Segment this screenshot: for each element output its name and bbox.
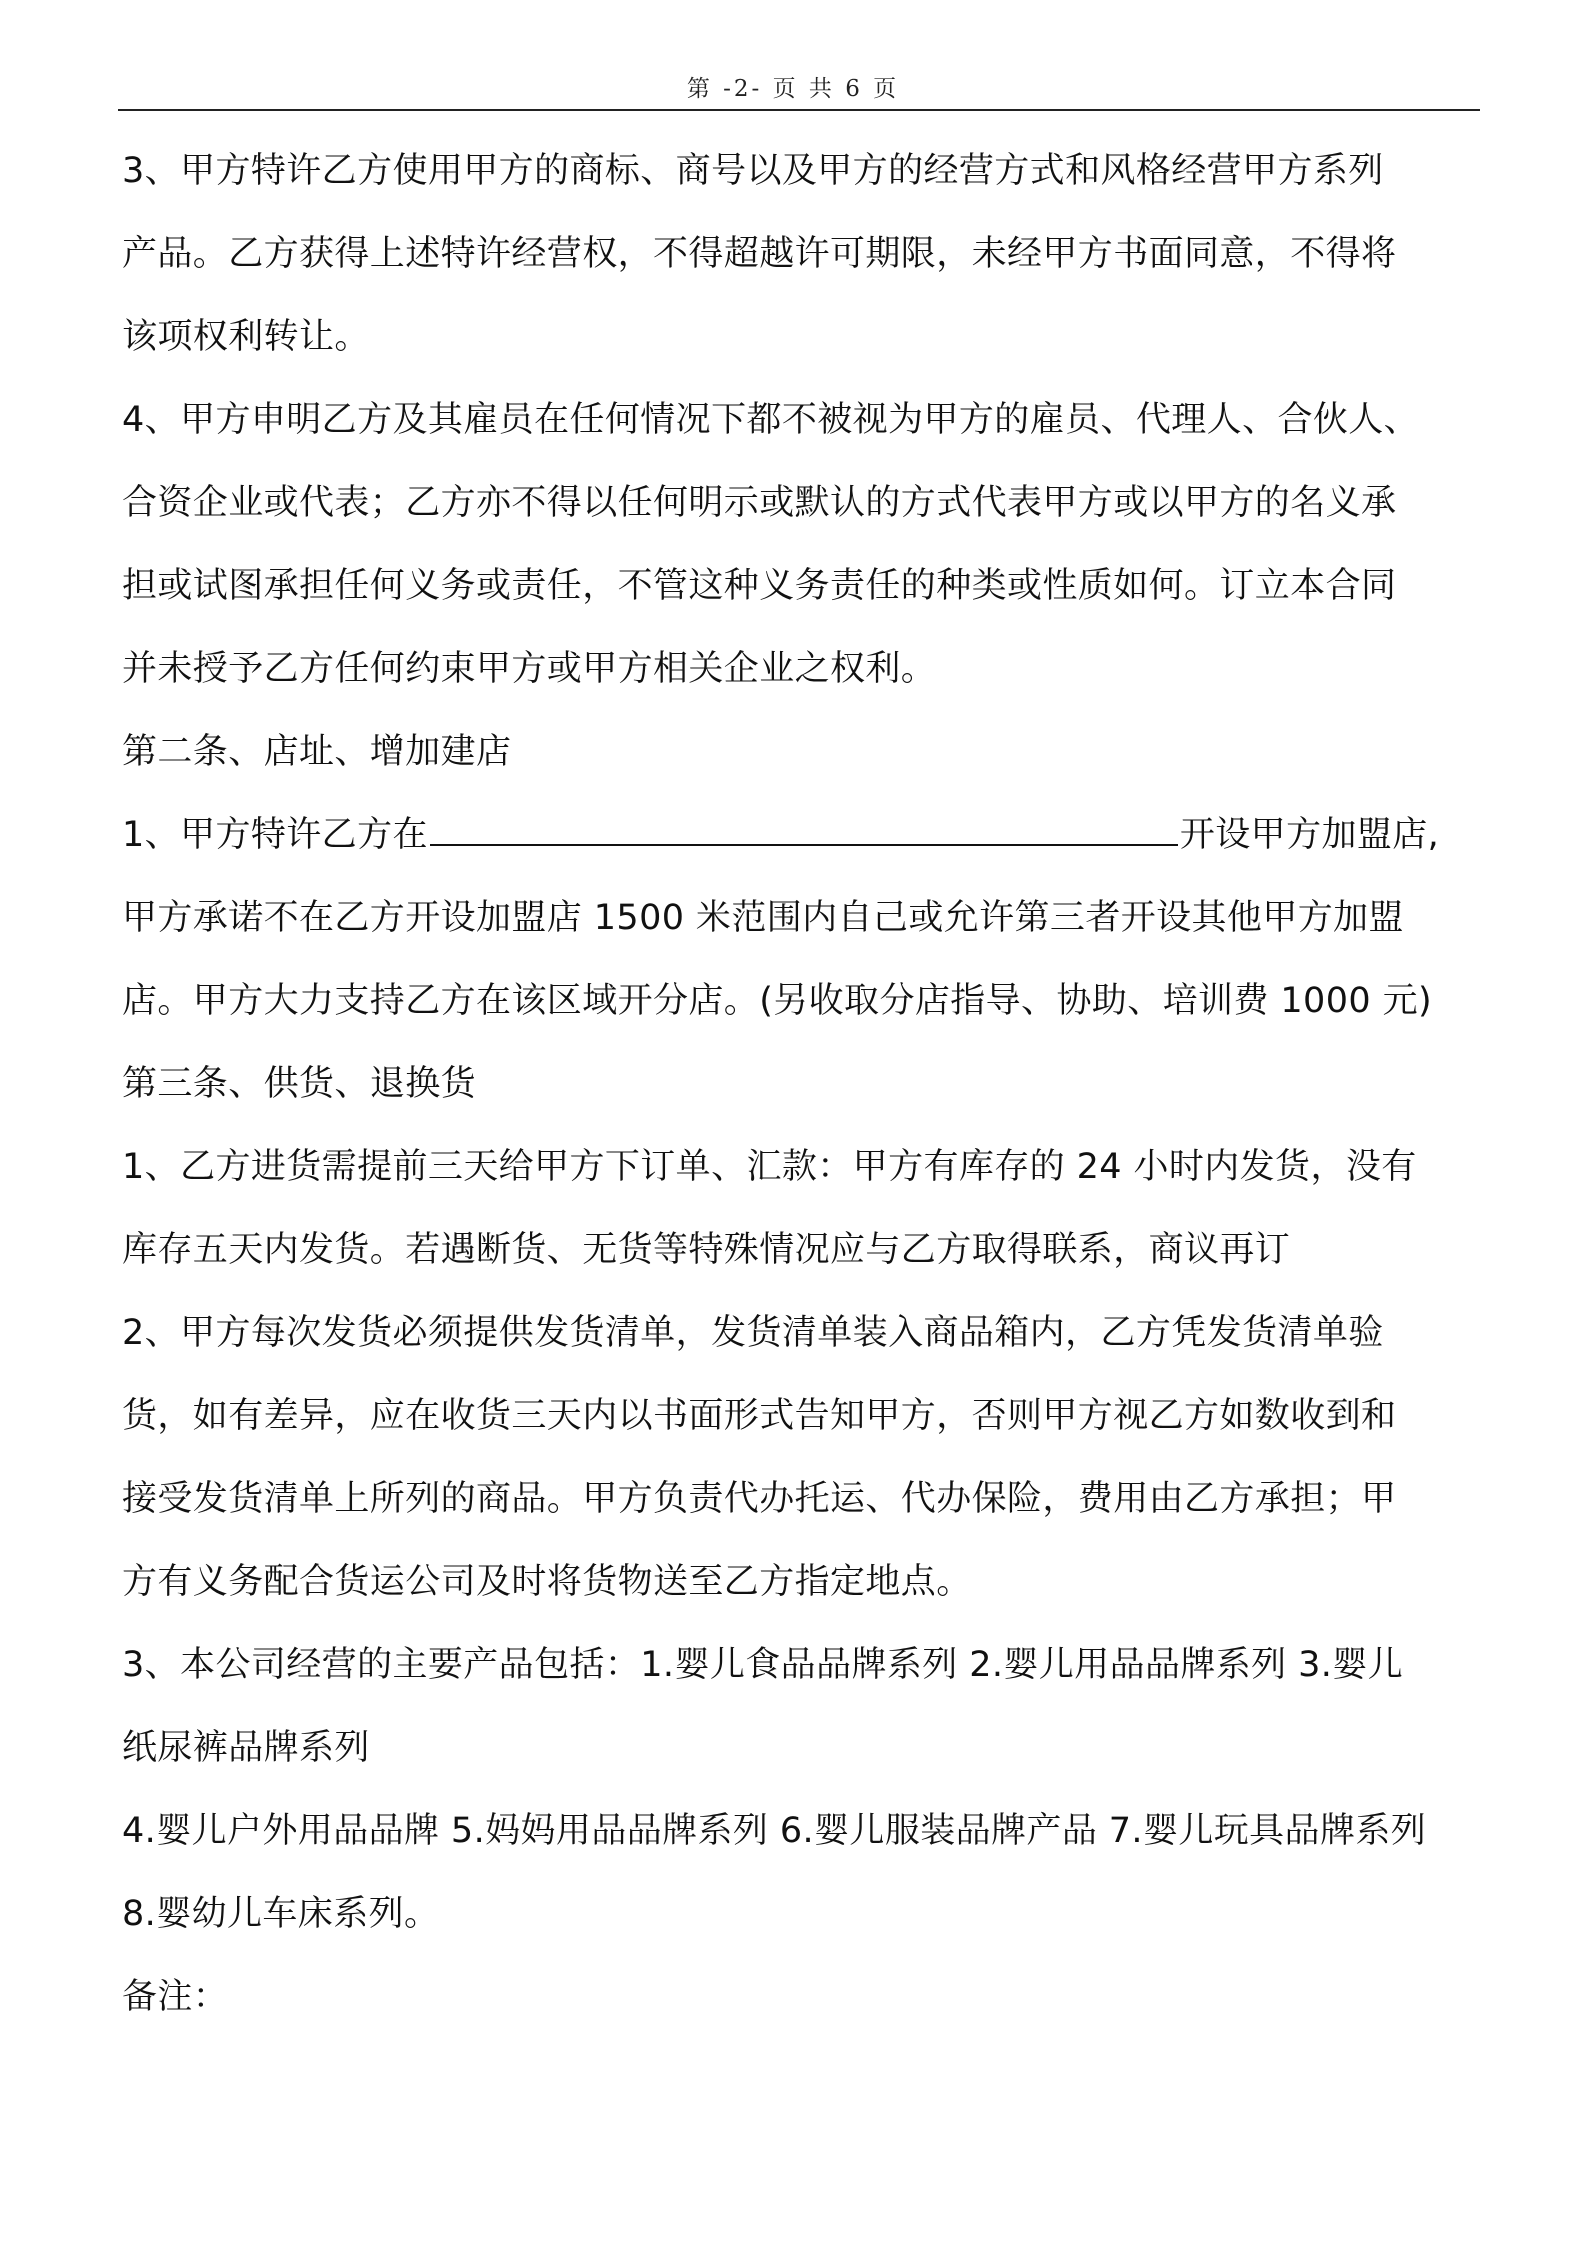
section-heading: 第二条、店址、增加建店	[122, 732, 512, 772]
text-line: 2、甲方每次发货必须提供发货清单，发货清单装入商品箱内，乙方凭发货清单验	[122, 1313, 1384, 1353]
notes-label: 备注：	[122, 1977, 229, 2017]
text-line: 接受发货清单上所列的商品。甲方负责代办托运、代办保险，费用由乙方承担；甲	[122, 1479, 1397, 1519]
header-divider	[118, 109, 1480, 111]
address-blank-field	[430, 816, 1178, 846]
address-suffix: 开设甲方加盟店,	[1179, 815, 1440, 855]
text-line: 3、本公司经营的主要产品包括：1.婴儿食品品牌系列 2.婴儿用品品牌系列 3.婴儿	[122, 1645, 1404, 1685]
text-line: 8.婴幼儿车床系列。	[122, 1894, 440, 1934]
text-line: 4.婴儿户外用品品牌 5.妈妈用品品牌系列 6.婴儿服装品牌产品 7.婴儿玩具品牌系列	[122, 1811, 1427, 1851]
address-prefix: 1、甲方特许乙方在	[122, 815, 428, 855]
document-body	[122, 130, 1482, 2039]
section-heading: 第三条、供货、退换货	[122, 1064, 477, 1104]
text-line: 店。甲方大力支持乙方在该区域开分店。(另收取分店指导、协助、培训费 1000 元)	[122, 981, 1433, 1021]
text-line: 货，如有差异，应在收货三天内以书面形式告知甲方，否则甲方视乙方如数收到和	[122, 1396, 1397, 1436]
text-line: 合资企业或代表；乙方亦不得以任何明示或默认的方式代表甲方或以甲方的名义承	[122, 483, 1397, 523]
page-number-header: 第 -2- 页 共 6 页	[686, 76, 900, 102]
text-line: 并未授予乙方任何约束甲方或甲方相关企业之权利。	[122, 649, 937, 689]
text-line: 4、甲方申明乙方及其雇员在任何情况下都不被视为甲方的雇员、代理人、合伙人、	[122, 400, 1420, 440]
text-line: 3、甲方特许乙方使用甲方的商标、商号以及甲方的经营方式和风格经营甲方系列	[122, 151, 1384, 191]
text-line: 担或试图承担任何义务或责任，不管这种义务责任的种类或性质如何。订立本合同	[122, 566, 1397, 606]
address-line	[122, 794, 1482, 877]
text-line: 库存五天内发货。若遇断货、无货等特殊情况应与乙方取得联系，商议再订	[122, 1230, 1291, 1270]
text-line: 该项权利转让。	[122, 317, 370, 357]
text-line: 甲方承诺不在乙方开设加盟店 1500 米范围内自己或允许第三者开设其他甲方加盟	[122, 898, 1404, 938]
text-line: 1、乙方进货需提前三天给甲方下订单、汇款：甲方有库存的 24 小时内发货，没有	[122, 1147, 1417, 1187]
text-line: 纸尿裤品牌系列	[122, 1728, 370, 1768]
text-line: 方有义务配合货运公司及时将货物送至乙方指定地点。	[122, 1562, 972, 1602]
text-line: 产品。乙方获得上述特许经营权，不得超越许可期限，未经甲方书面同意，不得将	[122, 234, 1397, 274]
